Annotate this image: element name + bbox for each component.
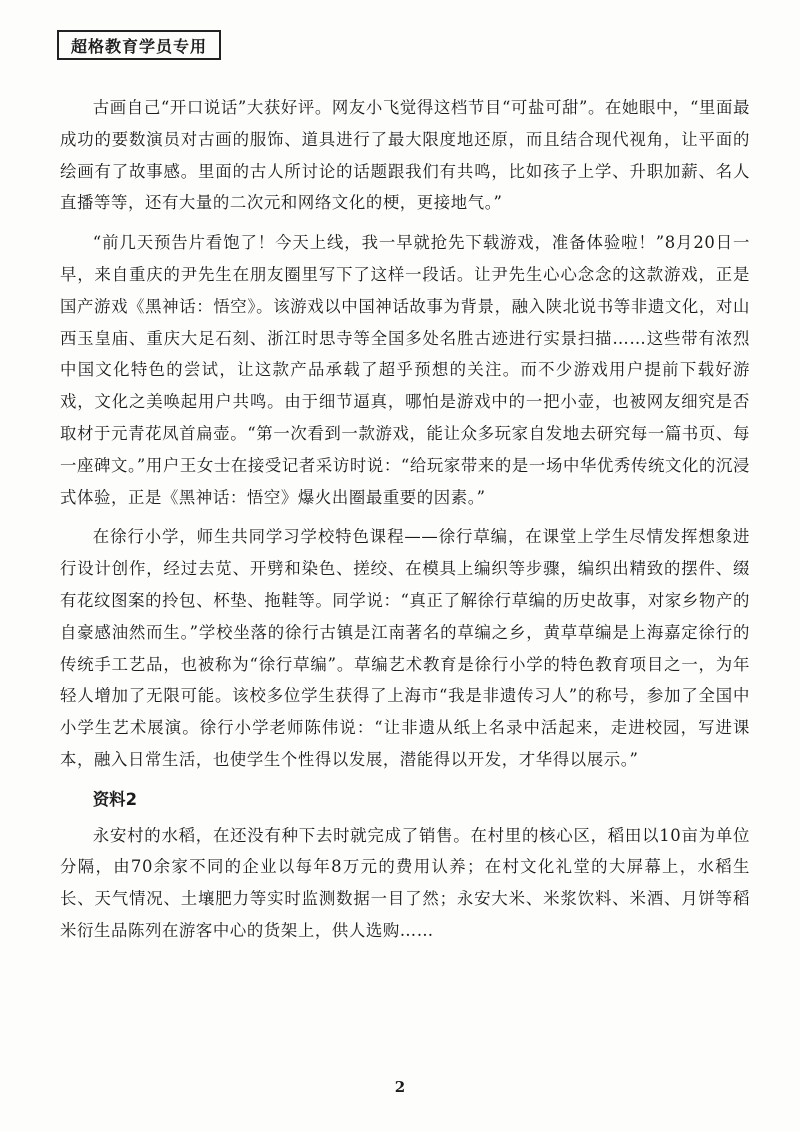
paragraph-yongan-village-rice: 永安村的水稻，在还没有种下去时就完成了销售。在村里的核心区，稻田以10亩为单位分隔，由70余家不同的企业以每年8万元的费用认养；在村文化礼堂的大屏幕上，水稻生长、天气情况、土壤肥力等实时监测数据一目了然；永安大米、米浆饮料、米酒、月饼等稻米衍生品陈列在游客中心的货架上，供人选购……: [60, 825, 750, 940]
paragraph-xuxing-straw-weaving: 在徐行小学，师生共同学习学校特色课程——徐行草编，在课堂上学生尽情发挥想象进行设计创作，经过去苋、开劈和染色、搓绞、在模具上编织等步骤，编织出精致的摆件、缀有花纹图案的拎包、杯垫、拖鞋等。同学说：“真正了解徐行草编的历史故事，对家乡物产的自豪感油然而生。”学校坐落的徐行古镇是江南著名的草编之乡，黄草草编是上海嘉定徐行的传统手工艺品，也被称为“徐行草编”。草编艺术教育是徐行小学的特色教育项目之一，为年轻人增加了无限可能。该校多位学生获得了上海市“我是非遗传习人”的称号，参加了全国中小学生艺术展演。徐行小学老师陈伟说：“让非遗从纸上名录中活起来，走进校园，写进课本，融入日常生活，也使学生个性得以发展，潜能得以开发，才华得以展示。”: [60, 527, 750, 769]
header-stamp: 超格教育学员专用: [57, 30, 221, 60]
paragraph-ancient-painting: 古画自己“开口说话”大获好评。网友小飞觉得这档节目“可盐可甜”。在她眼中，“里面最成功的要数演员对古画的服饰、道具进行了最大限度地还原，而且结合现代视角，让平面的绘画有了故事感。里面的古人所讨论的话题跟我们有共鸣，比如孩子上学、升职加薪、名人直播等等，还有大量的二次元和网络文化的梗，更接地气。”: [60, 98, 750, 213]
document-body: [60, 80, 750, 955]
paragraph-black-myth-wukong: “前几天预告片看饱了！今天上线，我一早就抢先下载游戏，准备体验啦！”8月20日一早，来自重庆的尹先生在朋友圈里写下了这样一段话。让尹先生心心念念的这款游戏，正是国产游戏《黑神话：悟空》。该游戏以中国神话故事为背景，融入陕北说书等非遗文化，对山西玉皇庙、重庆大足石刻、浙江时思寺等全国多处名胜古迹进行实景扫描……这些带有浓烈中国文化特色的尝试，让这款产品承载了超乎预想的关注。而不少游戏用户提前下载好游戏，文化之美唤起用户共鸣。由于细节逼真，哪怕是游戏中的一把小壶，也被网友细究是否取材于元青花凤首扁壶。“第一次看到一款游戏，能让众多玩家自发地去研究每一篇书页、每一座碑文。”用户王女士在接受记者采访时说：“给玩家带来的是一场中华优秀传统文化的沉浸式体验，正是《黑神话：悟空》爆火出圈最重要的因素。”: [60, 233, 750, 507]
section-heading-material-2: 资料2: [92, 789, 137, 809]
page-number: 2: [394, 1078, 406, 1096]
